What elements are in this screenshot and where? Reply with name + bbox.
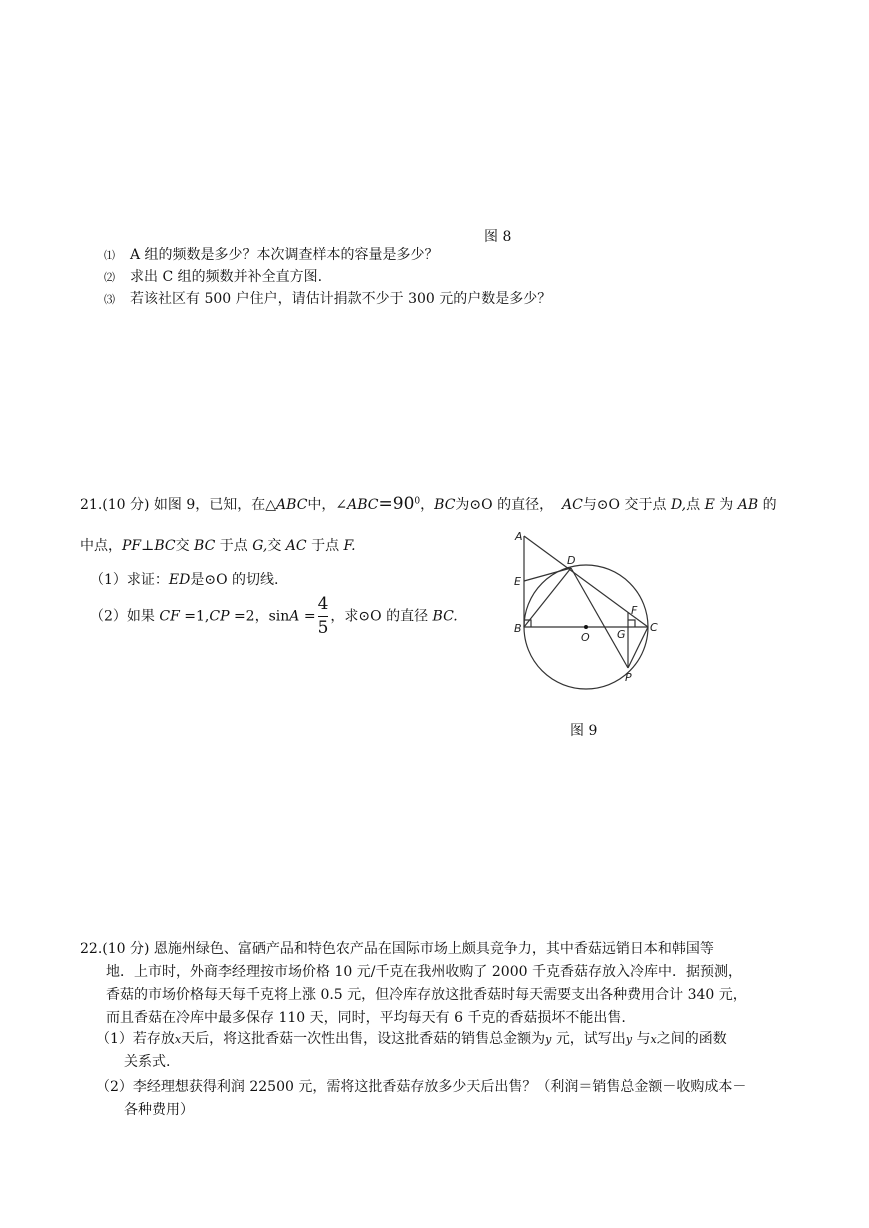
text: 交 bbox=[175, 538, 190, 554]
text: （1）若存放 bbox=[96, 1031, 175, 1047]
q21-part-1 bbox=[90, 569, 278, 589]
text: 天后，将这批香菇一次性出售，设这批香菇的销售总金额为 bbox=[181, 1031, 546, 1047]
q22-part-2: （2）李经理想获得利润 22500 元，需将这批香菇存放多少天后出售？（利润＝销售总金额－收购成本－ bbox=[96, 1079, 747, 1095]
text: 为⊙O 的直径， bbox=[455, 497, 554, 513]
label-c: C bbox=[650, 621, 658, 634]
var: ED bbox=[168, 572, 191, 588]
var: BC bbox=[194, 538, 216, 554]
fraction-four-fifths bbox=[318, 596, 329, 637]
text: 为 bbox=[719, 497, 734, 513]
text: 中，∠ bbox=[307, 497, 348, 513]
var: AB bbox=[737, 497, 759, 513]
fraction-bar bbox=[318, 616, 329, 617]
label-f: F bbox=[631, 604, 638, 617]
q22-part-2-cont: 各种费用） bbox=[124, 1102, 194, 1118]
figure-8-caption: 图 8 bbox=[484, 229, 512, 245]
label-a: A bbox=[515, 530, 523, 543]
text: 于点 bbox=[311, 538, 340, 554]
q20-item-3 bbox=[104, 288, 551, 308]
label-d: D bbox=[567, 554, 576, 567]
var: E bbox=[704, 497, 715, 513]
text: 与 bbox=[636, 1031, 651, 1047]
text: 点 bbox=[686, 497, 701, 513]
var: AC bbox=[285, 538, 307, 554]
q22-line-2: 地．上市时，外商李经理按市场价格 10 元/千克在我州收购了 2000 千克香菇存放入冷库中．据预测， bbox=[106, 964, 742, 980]
var: ABC bbox=[347, 497, 379, 513]
q22-line-3: 香菇的市场价格每天每千克将上涨 0.5 元，但冷库存放这批香菇时每天需要支出各种费用合计 340 元， bbox=[106, 987, 747, 1003]
q20-item-1 bbox=[104, 244, 439, 264]
item-number: ⑴ bbox=[104, 249, 115, 262]
text: （2）如果 bbox=[90, 608, 155, 625]
item-text: 若该社区有 500 户住户，请估计捐款不少于 300 元的户数是多少？ bbox=[130, 291, 552, 307]
var: x bbox=[650, 1033, 657, 1046]
label-p: P bbox=[625, 671, 632, 684]
q21-line-1 bbox=[80, 494, 777, 514]
question-number: 21.(10 分) bbox=[80, 497, 150, 513]
q21-part-2 bbox=[90, 596, 458, 637]
label-o: O bbox=[581, 631, 590, 644]
degree: 0 bbox=[414, 496, 421, 507]
var: A bbox=[289, 608, 300, 625]
text: 之间的函数 bbox=[656, 1031, 727, 1047]
label-g: G bbox=[617, 628, 626, 641]
text: 是⊙O 的切线. bbox=[190, 572, 279, 588]
text: （1）求证： bbox=[90, 572, 169, 588]
text: 的 bbox=[762, 497, 777, 513]
text: 元，试写出 bbox=[555, 1031, 626, 1047]
segment-dp bbox=[571, 568, 628, 668]
q21-line-2 bbox=[80, 535, 356, 555]
var: BC bbox=[154, 538, 176, 554]
var: CP bbox=[209, 608, 230, 625]
text: 与⊙O 交于点 bbox=[582, 497, 667, 513]
var: CF bbox=[159, 608, 180, 625]
figure-9-diagram bbox=[505, 520, 675, 695]
q20-item-2 bbox=[104, 266, 322, 286]
q22-line-4: 而且香菇在冷库中最多保存 110 天，同时，平均每天有 6 千克的香菇损坏不能出售. bbox=[106, 1010, 626, 1026]
var: D, bbox=[670, 497, 687, 513]
var: y bbox=[625, 1033, 633, 1046]
text: 交 bbox=[267, 538, 282, 554]
text: 于点 bbox=[219, 538, 248, 554]
text: = bbox=[303, 608, 316, 625]
text: 中点， bbox=[80, 538, 122, 554]
right-angle-mark-g bbox=[628, 620, 635, 627]
numerator: 4 bbox=[317, 594, 329, 614]
q22-line-1: 22.(10 分) 恩施州绿色、富硒产品和特色农产品在国际市场上颇具竞争力，其中香菇远销日本和韩国等 bbox=[80, 941, 714, 957]
text: =90 bbox=[378, 494, 415, 514]
var: PF bbox=[122, 538, 142, 554]
var: ABC bbox=[276, 497, 308, 513]
text: ， bbox=[420, 497, 435, 513]
text: 如图 9，已知，在△ bbox=[153, 497, 277, 513]
var: F. bbox=[343, 538, 356, 554]
figure-9-caption: 图 9 bbox=[570, 723, 598, 739]
var: BC. bbox=[432, 608, 458, 625]
var: x bbox=[174, 1033, 182, 1046]
center-point-o bbox=[584, 625, 588, 629]
denominator: 5 bbox=[317, 618, 329, 638]
item-text: 求出 C 组的频数并补全直方图. bbox=[130, 269, 323, 285]
var: G, bbox=[252, 538, 268, 554]
label-e: E bbox=[514, 575, 521, 588]
text: ，求⊙O 的直径 bbox=[330, 608, 429, 625]
item-text: A 组的频数是多少？本次调查样本的容量是多少？ bbox=[130, 247, 439, 263]
text: =1, bbox=[184, 608, 210, 625]
text: ⊥ bbox=[141, 538, 155, 554]
q22-part-1-cont: 关系式. bbox=[124, 1054, 171, 1070]
item-number: ⑵ bbox=[104, 271, 115, 284]
q22-part-1 bbox=[96, 1028, 727, 1048]
var: AC bbox=[561, 497, 583, 513]
segment-ac bbox=[524, 536, 648, 627]
text: =2，sin bbox=[233, 608, 290, 625]
label-b: B bbox=[514, 622, 522, 635]
var: BC bbox=[434, 497, 456, 513]
item-number: ⑶ bbox=[104, 293, 115, 306]
var: y bbox=[545, 1033, 552, 1046]
